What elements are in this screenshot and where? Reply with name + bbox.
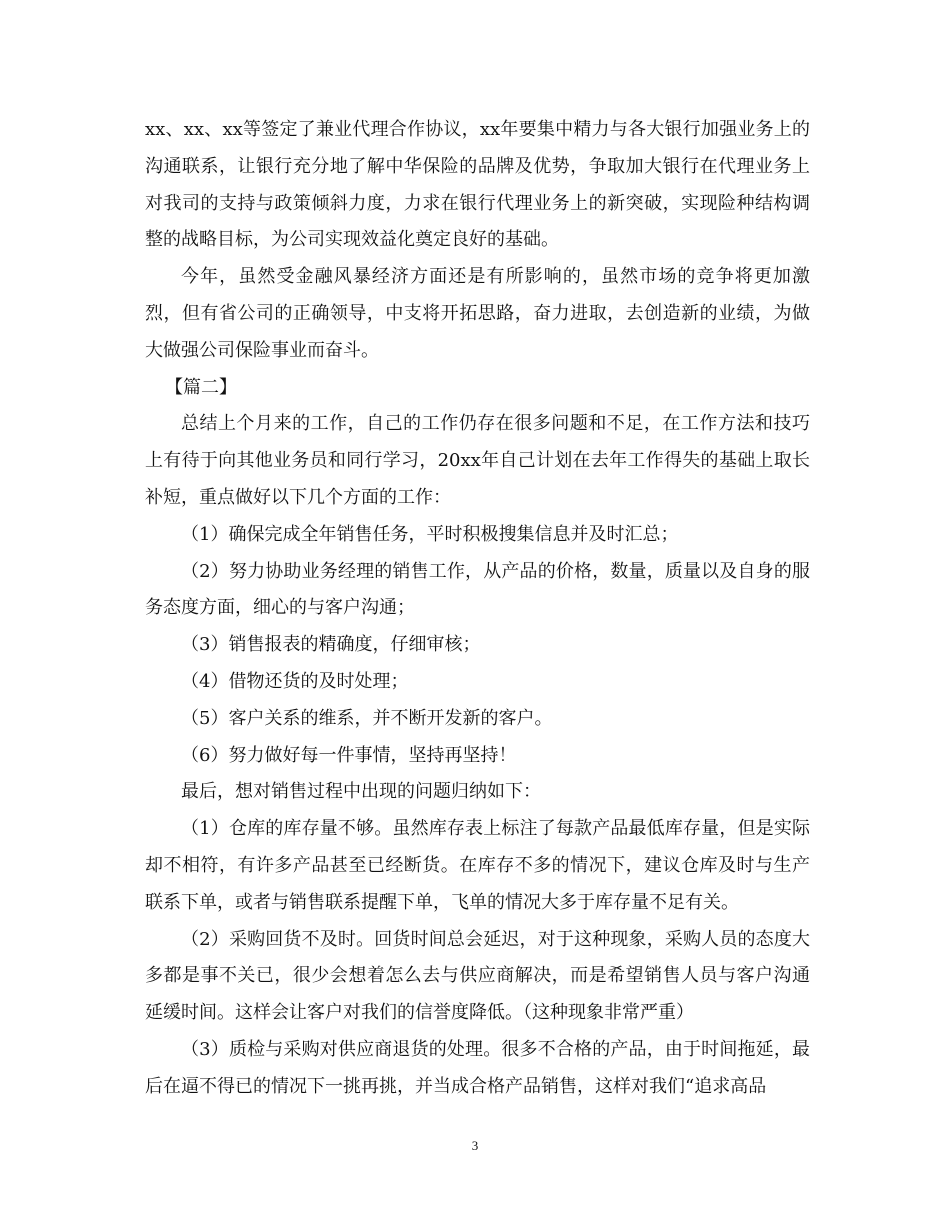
problem-item-2: （2）采购回货不及时。回货时间总会延迟，对于这种现象，采购人员的态度大多都是事不关已，很少会想着怎么去与供应商解决，而是希望销售人员与客户沟通延缓时间。这样会让客户对我们的信誉度降低。（这种现象非常严重）	[145, 928, 810, 1024]
document-body	[145, 112, 810, 1106]
paragraph-this-year: 今年，虽然受金融风暴经济方面还是有所影响的，虽然市场的竞争将更加激烈，但有省公司的正确领导，中支将开拓思路，奋力进取，去创造新的业绩，为做大做强公司保险事业而奋斗。	[145, 266, 810, 361]
paragraph-problems-intro: 最后，想对销售过程中出现的问题归纳如下：	[181, 781, 541, 803]
list-item-6: （6）努力做好每一件事情，坚持再坚持！	[181, 744, 517, 766]
paragraph-summary: 总结上个月来的工作，自己的工作仍存在很多问题和不足，在工作方法和技巧上有待于向其他业务员和同行学习，20xx年自己计划在去年工作得失的基础上取长补短，重点做好以下几个方面的工作：	[145, 413, 810, 508]
list-item-3: （3）销售报表的精确度，仔细审核；	[181, 634, 481, 656]
problem-item-3: （3）质检与采购对供应商退货的处理。很多不合格的产品，由于时间拖延，最后在逼不得已的情况下一挑再挑，并当成合格产品销售，这样对我们“追求高品	[145, 1038, 810, 1097]
paragraph-bank-agency: xx、xx、xx等签定了兼业代理合作协议，xx年要集中精力与各大银行加强业务上的沟通联系，让银行充分地了解中华保险的品牌及优势，争取加大银行在代理业务上对我司的支持与政策倾斜力度，力求在银行代理业务上的新突破，实现险种结构调整的战略目标，为公司实现效益化奠定良好的基础。	[145, 119, 810, 251]
list-item-1: （1）确保完成全年销售任务，平时积极搜集信息并及时汇总；	[181, 523, 679, 545]
section-heading-part-two: 【篇二】	[165, 376, 237, 398]
list-item-5: （5）客户关系的维系，并不断开发新的客户。	[181, 707, 553, 729]
page-number: 3	[471, 1138, 479, 1153]
list-item-4: （4）借物还货的及时处理；	[181, 670, 409, 692]
problem-item-1: （1）仓库的库存量不够。虽然库存表上标注了每款产品最低库存量，但是实际却不相符，有许多产品甚至已经断货。在库存不多的情况下，建议仓库及时与生产联系下单，或者与销售联系提醒下单，飞单的情况大多于库存量不足有关。	[145, 818, 810, 913]
list-item-2: （2）努力协助业务经理的销售工作，从产品的价格，数量，质量以及自身的服务态度方面，细心的与客户沟通；	[145, 560, 810, 619]
